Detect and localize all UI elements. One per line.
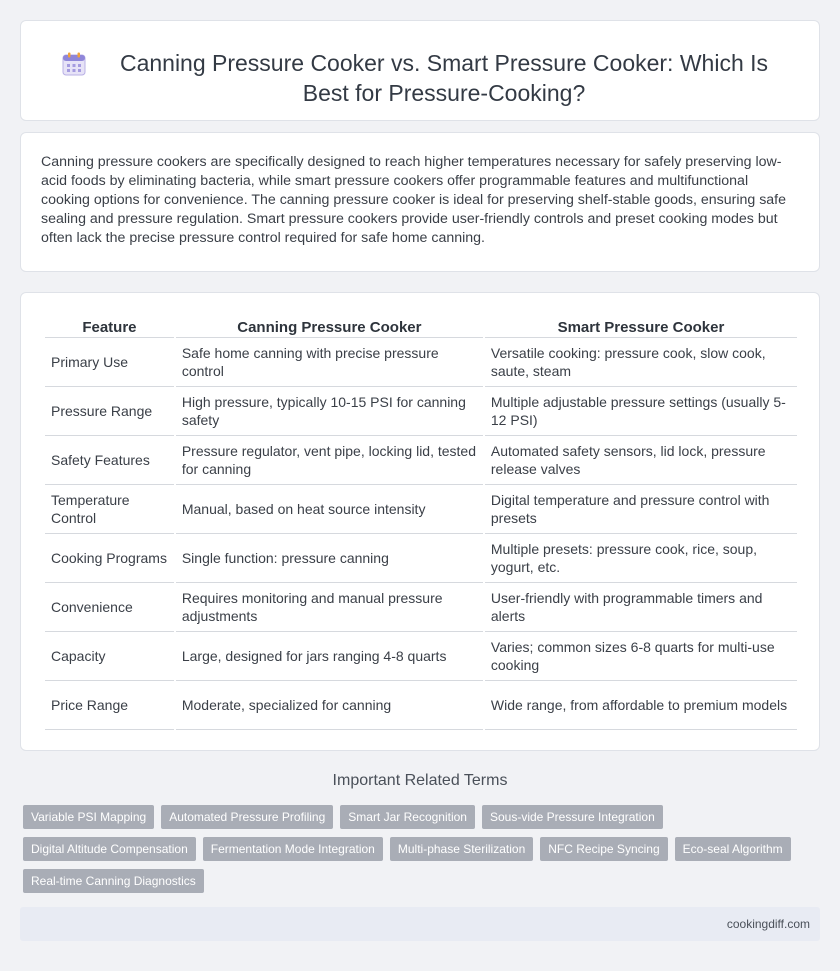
smart-cell: Versatile cooking: pressure cook, slow cook, saute, steam xyxy=(485,338,797,387)
tag-sous-vide-pressure-integration[interactable]: Sous-vide Pressure Integration xyxy=(482,805,663,829)
feature-cell: Primary Use xyxy=(45,338,174,387)
page-title: Canning Pressure Cooker vs. Smart Pressure Cooker: Which Is Best for Pressure-Cooking? xyxy=(119,50,769,106)
tag-automated-pressure-profiling[interactable]: Automated Pressure Profiling xyxy=(161,805,333,829)
calendar-icon xyxy=(61,51,87,77)
canning-cell: Large, designed for jars ranging 4-8 quarts xyxy=(176,632,483,681)
table-row xyxy=(45,436,797,485)
table-row xyxy=(45,485,797,534)
feature-cell: Pressure Range xyxy=(45,387,174,436)
canning-cell: Moderate, specialized for canning xyxy=(176,681,483,730)
table-header-row xyxy=(45,315,797,338)
tag-digital-altitude-compensation[interactable]: Digital Altitude Compensation xyxy=(23,837,196,861)
feature-cell: Cooking Programs xyxy=(45,534,174,583)
feature-cell: Convenience xyxy=(45,583,174,632)
header-smart: Smart Pressure Cooker xyxy=(485,315,797,338)
smart-cell: User-friendly with programmable timers and alerts xyxy=(485,583,797,632)
smart-cell: Wide range, from affordable to premium models xyxy=(485,681,797,730)
comparison-card xyxy=(20,292,820,751)
table-row xyxy=(45,681,797,730)
comparison-table xyxy=(43,315,799,730)
smart-cell: Digital temperature and pressure control with presets xyxy=(485,485,797,534)
tag-fermentation-mode-integration[interactable]: Fermentation Mode Integration xyxy=(203,837,383,861)
smart-cell: Varies; common sizes 6-8 quarts for multi-use cooking xyxy=(485,632,797,681)
table-row xyxy=(45,534,797,583)
feature-cell: Safety Features xyxy=(45,436,174,485)
feature-cell: Capacity xyxy=(45,632,174,681)
tag-smart-jar-recognition[interactable]: Smart Jar Recognition xyxy=(340,805,475,829)
tag-variable-psi-mapping[interactable]: Variable PSI Mapping xyxy=(23,805,154,829)
table-row xyxy=(45,632,797,681)
related-terms-tags xyxy=(23,805,803,901)
feature-cell: Price Range xyxy=(45,681,174,730)
table-row xyxy=(45,338,797,387)
canning-cell: Safe home canning with precise pressure control xyxy=(176,338,483,387)
tag-nfc-recipe-syncing[interactable]: NFC Recipe Syncing xyxy=(540,837,667,861)
canning-cell: Manual, based on heat source intensity xyxy=(176,485,483,534)
smart-cell: Automated safety sensors, lid lock, pressure release valves xyxy=(485,436,797,485)
smart-cell: Multiple presets: pressure cook, rice, soup, yogurt, etc. xyxy=(485,534,797,583)
canning-cell: Pressure regulator, vent pipe, locking lid, tested for canning xyxy=(176,436,483,485)
canning-cell: Requires monitoring and manual pressure adjustments xyxy=(176,583,483,632)
footer xyxy=(20,907,820,941)
title-card xyxy=(20,20,820,121)
tag-row xyxy=(23,805,803,829)
table-row xyxy=(45,583,797,632)
feature-cell: Temperature Control xyxy=(45,485,174,534)
table-row xyxy=(45,387,797,436)
related-terms-title: Important Related Terms xyxy=(332,772,508,789)
tag-row xyxy=(23,837,803,861)
footer-site-link[interactable]: cookingdiff.com xyxy=(726,917,810,931)
canning-cell: High pressure, typically 10-15 PSI for canning safety xyxy=(176,387,483,436)
header-canning: Canning Pressure Cooker xyxy=(176,315,483,338)
tag-eco-seal-algorithm[interactable]: Eco-seal Algorithm xyxy=(675,837,791,861)
intro-paragraph: Canning pressure cookers are specifically designed to reach higher temperatures necessary for safely preserving low-acid foods by eliminating bacteria, while smart pressure cookers offer programmable features and multifunctional cooking options for convenience. The canning pressure cooker is ideal for preserving shelf-stable goods, ensuring safe sealing and pressure regulation. Smart pressure cookers provide user-friendly controls and preset cooking modes but often lack the precise pressure control required for safe home canning. xyxy=(41,154,787,246)
intro-card xyxy=(20,132,820,272)
tag-row xyxy=(23,869,803,893)
smart-cell: Multiple adjustable pressure settings (usually 5-12 PSI) xyxy=(485,387,797,436)
canning-cell: Single function: pressure canning xyxy=(176,534,483,583)
header-feature: Feature xyxy=(45,315,174,338)
tag-real-time-canning-diagnostics[interactable]: Real-time Canning Diagnostics xyxy=(23,869,204,893)
tag-multi-phase-sterilization[interactable]: Multi-phase Sterilization xyxy=(390,837,533,861)
